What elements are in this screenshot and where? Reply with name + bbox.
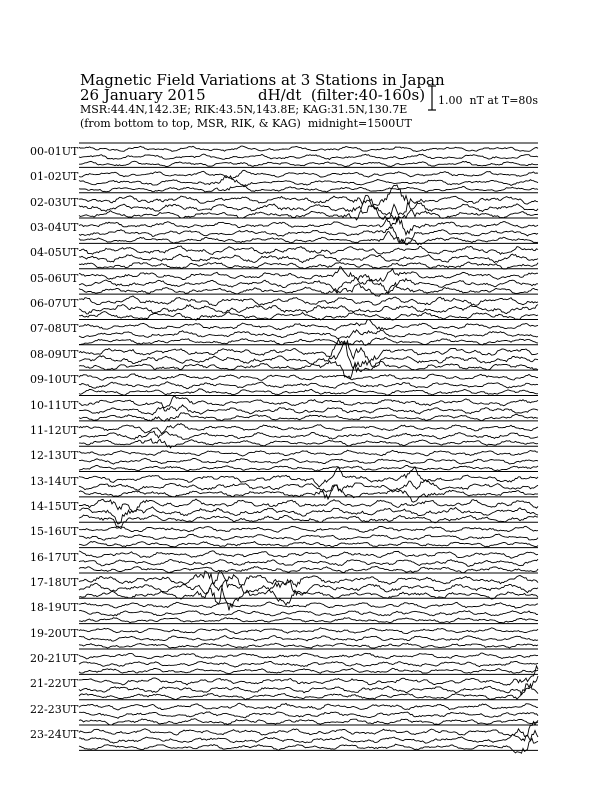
trace-kag [79, 719, 538, 725]
trace-kag [79, 186, 538, 192]
trace-kag [79, 643, 538, 648]
hour-row [79, 320, 538, 346]
hour-row [79, 146, 538, 167]
hour-row [79, 396, 538, 421]
hour-label: 07-08UT [30, 322, 79, 336]
trace-rik [79, 195, 538, 215]
trace-rik [79, 661, 538, 667]
quantity-label: dH/dt [258, 86, 302, 104]
trace-kag [79, 413, 538, 422]
trace-kag [79, 583, 538, 611]
trace-msr [79, 720, 538, 736]
trace-msr [79, 146, 538, 151]
hour-label: 04-05UT [30, 246, 79, 260]
hour-row [79, 703, 538, 725]
filter-label: (filter:40-160s) [310, 86, 426, 104]
hour-label: 06-07UT [30, 297, 79, 311]
chart-title: Magnetic Field Variations at 3 Stations in Japan [80, 71, 445, 89]
hour-label: 10-11UT [30, 398, 79, 412]
hour-label: 01-02UT [30, 170, 79, 184]
trace-rik [79, 534, 538, 540]
hour-label: 09-10UT [30, 373, 79, 387]
trace-rik [79, 712, 538, 718]
trace-rik [79, 507, 538, 524]
trace-msr [79, 499, 538, 512]
trace-rik [79, 610, 538, 616]
trace-rik [79, 382, 538, 389]
trace-msr [79, 666, 538, 685]
hour-label: 21-22UT [30, 677, 79, 691]
hour-row [79, 170, 538, 193]
hour-label: 16-17UT [30, 550, 79, 564]
hour-row [79, 246, 538, 269]
hour-label: 05-06UT [30, 271, 79, 285]
hour-row [79, 499, 538, 529]
trace-msr [79, 185, 538, 209]
trace-rik [79, 305, 538, 314]
trace-rik [79, 405, 538, 415]
hour-label: 03-04UT [30, 221, 79, 235]
trace-msr [79, 424, 538, 434]
hour-label: 08-09UT [30, 347, 79, 361]
order-note: (from bottom to top, MSR, RIK, & KAG) [80, 117, 301, 130]
hour-label: 18-19UT [30, 601, 79, 615]
trace-msr [79, 703, 538, 710]
trace-msr [79, 551, 538, 558]
hour-label: 12-13UT [30, 449, 79, 463]
trace-msr [79, 653, 538, 659]
hour-label: 14-15UT [30, 499, 79, 513]
trace-rik [79, 254, 538, 262]
trace-kag [79, 731, 538, 754]
station-coordinates: MSR:44.4N,142.3E; RIK:43.5N,143.8E; KAG:31.5N,130.7E [80, 103, 408, 116]
hour-label: 00-01UT [30, 145, 79, 158]
trace-kag [79, 389, 538, 395]
trace-kag [79, 566, 538, 573]
trace-kag [79, 668, 538, 673]
trace-rik [79, 676, 538, 695]
hour-row [79, 185, 538, 227]
trace-rik [79, 636, 538, 642]
hour-row [79, 267, 538, 297]
trace-kag [79, 542, 538, 548]
trace-msr [79, 602, 538, 608]
hour-row [79, 374, 538, 396]
hour-row [79, 602, 538, 624]
trace-msr [79, 450, 538, 456]
hour-row [79, 551, 538, 573]
hour-label: 15-16UT [30, 525, 79, 539]
trace-kag [79, 262, 538, 269]
trace-msr [79, 396, 538, 407]
trace-msr [79, 296, 538, 306]
chart-date: 26 January 2015 [80, 86, 206, 104]
trace-msr [79, 170, 538, 179]
trace-rik [79, 559, 538, 566]
hour-label: 11-12UT [30, 423, 79, 437]
trace-kag [79, 338, 538, 346]
trace-rik [79, 330, 538, 339]
hour-label: 19-20UT [30, 626, 79, 640]
hour-label: 22-23UT [30, 702, 79, 716]
trace-msr [79, 628, 538, 634]
trace-rik [79, 431, 538, 439]
hour-row [79, 215, 538, 245]
trace-rik [79, 734, 538, 743]
scale-label: 1.00 nT at T=80s [438, 94, 539, 107]
trace-msr [79, 526, 538, 532]
trace-kag [79, 161, 538, 166]
trace-kag [79, 312, 538, 321]
trace-kag [79, 465, 538, 471]
midnight-note: midnight=1500UT [307, 117, 412, 130]
trace-rik [79, 154, 538, 159]
trace-kag [79, 684, 538, 700]
hour-label: 20-21UT [30, 652, 79, 665]
hour-row [79, 424, 538, 448]
trace-rik [79, 278, 538, 294]
trace-kag [79, 618, 538, 623]
hour-row [79, 296, 538, 320]
hour-row [79, 467, 538, 502]
hour-row [79, 526, 538, 547]
hour-label: 02-03UT [30, 195, 79, 209]
hour-row [79, 628, 538, 649]
trace-rik [79, 458, 538, 464]
trace-rik [79, 176, 538, 186]
hour-row [79, 450, 538, 471]
hour-label: 13-14UT [30, 474, 79, 488]
hour-label: 23-24UT [30, 728, 79, 742]
trace-msr [79, 374, 538, 380]
trace-msr [79, 246, 538, 255]
hour-label: 17-18UT [30, 575, 79, 589]
trace-msr [79, 320, 538, 331]
hour-row [79, 653, 538, 674]
trace-kag [79, 206, 538, 227]
